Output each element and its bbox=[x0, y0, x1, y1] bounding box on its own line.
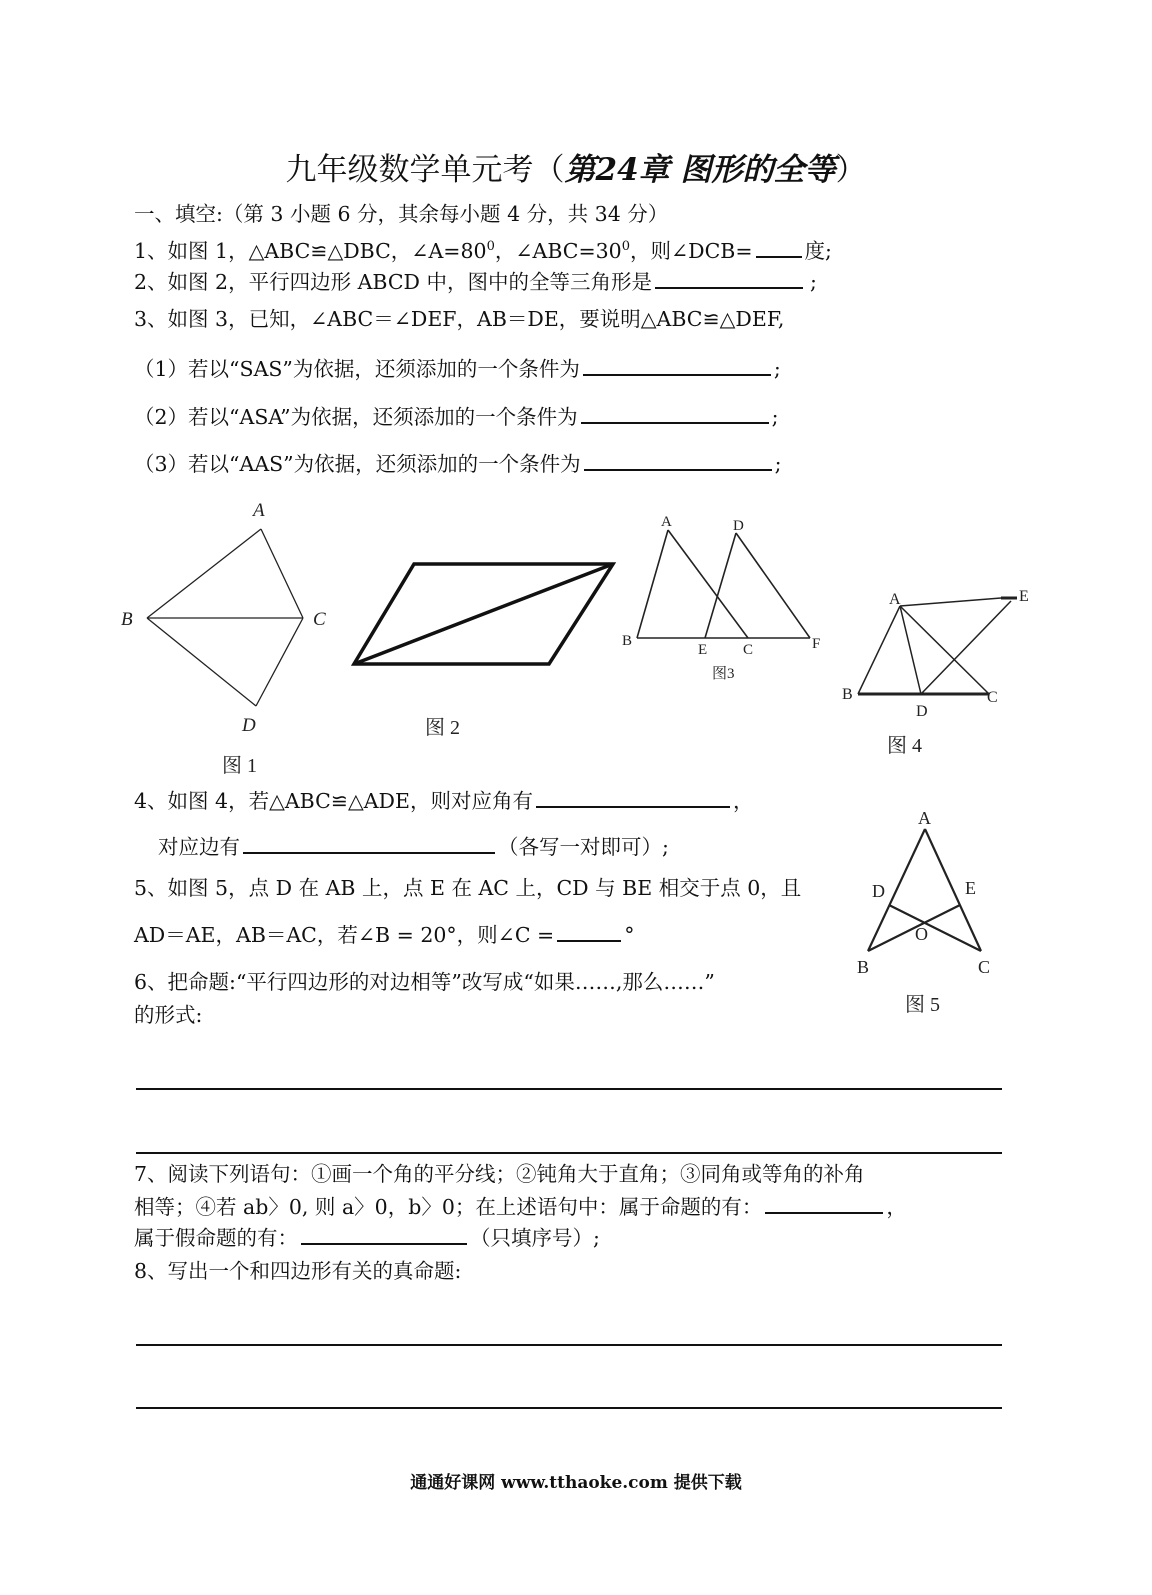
question-5-line-2 bbox=[134, 920, 634, 949]
q3-p3-text: （3）若以“AAS”为依据，还须添加的一个条件为 bbox=[134, 452, 581, 476]
fig4-caption: 图 4 bbox=[887, 735, 922, 757]
q7-false-blank[interactable] bbox=[301, 1223, 467, 1245]
q7-part-c: 属于假命题的有： bbox=[134, 1226, 298, 1250]
fig3-label-f: F bbox=[812, 636, 821, 652]
q4-angle-blank[interactable] bbox=[536, 786, 730, 808]
question-7-line-3 bbox=[134, 1223, 600, 1252]
q7-proposition-blank[interactable] bbox=[765, 1192, 883, 1214]
figure-3 bbox=[637, 530, 810, 638]
q1-part-b: ，∠ABC=30 bbox=[494, 238, 622, 263]
fig3-edge-ab bbox=[637, 530, 668, 638]
q1-part-a: 1、如图 1，△ABC≌△DBC，∠A=80 bbox=[134, 238, 487, 263]
q3-p1-end: ; bbox=[773, 357, 781, 381]
q1-part-c: ，则∠DCB= bbox=[630, 238, 753, 263]
title-chapter: 第24章 图形的全等 bbox=[564, 152, 836, 188]
fig1-label-d: D bbox=[242, 715, 256, 736]
fig1-edge-dc bbox=[256, 618, 303, 706]
footer: 通通好课网 www.tthaoke.com 提供下载 bbox=[410, 1473, 742, 1493]
q4-part-b: ， bbox=[732, 789, 754, 813]
fig4-label-e: E bbox=[1019, 588, 1029, 605]
fig1-edge-ba bbox=[147, 529, 261, 618]
fig1-caption: 图 1 bbox=[222, 755, 257, 777]
fig3-edge-ac bbox=[668, 530, 748, 638]
q7-part-c-end: （只填序号）; bbox=[470, 1226, 600, 1250]
question-6-line-2: 的形式: bbox=[134, 1003, 203, 1027]
q7-part-b-end: ， bbox=[886, 1195, 907, 1219]
fig3-caption: 图3 bbox=[712, 666, 735, 682]
fig5-label-c: C bbox=[978, 957, 991, 977]
fig2-diagonal bbox=[354, 564, 613, 664]
q1-sup-1: 0 bbox=[486, 239, 495, 254]
fig3-label-d: D bbox=[733, 518, 744, 534]
fig5-edge-eb bbox=[868, 905, 960, 951]
fig5-label-b: B bbox=[857, 957, 870, 977]
question-3-stem: 3、如图 3，已知，∠ABC＝∠DEF，AB＝DE，要说明△ABC≌△DEF, bbox=[134, 307, 785, 331]
q5-part-b: AD＝AE，AB＝AC，若∠B = 20°，则∠C = bbox=[134, 923, 555, 947]
fig4-edge-de bbox=[921, 601, 1011, 694]
fig5-edge-dc bbox=[889, 905, 981, 951]
question-5-line-1: 5、如图 5，点 D 在 AB 上，点 E 在 AC 上，CD 与 BE 相交于点 0，且 bbox=[134, 876, 802, 900]
question-4-line-2 bbox=[158, 832, 669, 861]
title-main: 九年级数学单元考（ bbox=[285, 152, 565, 188]
question-4-line-1 bbox=[134, 786, 753, 815]
title-end: ） bbox=[835, 152, 867, 188]
q5-answer-blank[interactable] bbox=[557, 920, 621, 942]
q2-part-a: 2、如图 2，平行四边形 ABCD 中，图中的全等三角形是 bbox=[134, 270, 653, 294]
fig3-label-a: A bbox=[661, 514, 672, 530]
q4-part-d: （各写一对即可）; bbox=[498, 835, 669, 859]
fig4-label-a: A bbox=[889, 591, 901, 608]
section-header: 一、填空:（第 3 小题 6 分，其余每小题 4 分，共 34 分） bbox=[134, 202, 669, 226]
q2-part-b: ; bbox=[810, 270, 817, 294]
q1-sup-2: 0 bbox=[621, 239, 630, 254]
fig4-label-c: C bbox=[987, 689, 998, 706]
fig3-label-c: C bbox=[743, 642, 754, 658]
q3-p2-end: ; bbox=[771, 405, 779, 429]
q3-p3-end: ; bbox=[774, 452, 782, 476]
q1-part-d: 度; bbox=[804, 238, 832, 263]
fig5-label-o: O bbox=[915, 924, 928, 944]
fig5-label-d: D bbox=[872, 881, 885, 901]
fig1-edge-bd bbox=[147, 618, 256, 706]
q3-p2-text: （2）若以“ASA”为依据，还须添加的一个条件为 bbox=[134, 405, 578, 429]
q4-side-blank[interactable] bbox=[243, 832, 495, 854]
question-8: 8、写出一个和四边形有关的真命题: bbox=[134, 1259, 462, 1283]
fig3-label-e: E bbox=[698, 642, 708, 658]
fig4-edge-ad bbox=[900, 606, 921, 694]
question-7-line-2 bbox=[134, 1192, 907, 1221]
q3-p1-text: （1）若以“SAS”为依据，还须添加的一个条件为 bbox=[134, 357, 580, 381]
q6-answer-line-2[interactable] bbox=[136, 1152, 1002, 1154]
fig5-label-e: E bbox=[965, 878, 976, 898]
fig4-edge-ae bbox=[900, 598, 1001, 606]
figure-4 bbox=[858, 598, 1017, 694]
figure-2 bbox=[354, 564, 613, 664]
fig3-label-b: B bbox=[622, 633, 633, 649]
fig1-label-a: A bbox=[253, 500, 265, 521]
q8-answer-line-2[interactable] bbox=[136, 1407, 1002, 1409]
q7-part-b: 相等；④若 ab〉0, 则 a〉0，b〉0；在上述语句中：属于命题的有： bbox=[134, 1195, 763, 1219]
fig5-label-a: A bbox=[918, 808, 931, 828]
fig1-label-c: C bbox=[313, 609, 326, 630]
q6-answer-line-1[interactable] bbox=[136, 1088, 1002, 1090]
figure-1 bbox=[147, 529, 303, 706]
q8-answer-line-1[interactable] bbox=[136, 1344, 1002, 1346]
fig3-edge-df bbox=[736, 533, 810, 638]
q5-part-c: ° bbox=[624, 923, 635, 947]
q4-part-a: 4、如图 4，若△ABC≌△ADE，则对应角有 bbox=[134, 789, 533, 813]
fig4-label-d: D bbox=[916, 703, 928, 720]
question-7-line-1: 7、阅读下列语句：①画一个角的平分线；②钝角大于直角；③同角或等角的补角 bbox=[134, 1162, 865, 1186]
fig4-edge-ab bbox=[858, 606, 900, 694]
fig5-caption: 图 5 bbox=[905, 994, 940, 1016]
question-6-line-1: 6、把命题:“平行四边形的对边相等”改写成“如果……,那么……” bbox=[134, 970, 715, 994]
q4-part-c: 对应边有 bbox=[158, 835, 240, 859]
fig4-edge-ac bbox=[900, 606, 989, 694]
fig1-label-b: B bbox=[121, 609, 133, 630]
fig2-caption: 图 2 bbox=[425, 717, 460, 739]
fig4-label-b: B bbox=[842, 686, 853, 703]
fig1-edge-ac bbox=[261, 529, 303, 618]
